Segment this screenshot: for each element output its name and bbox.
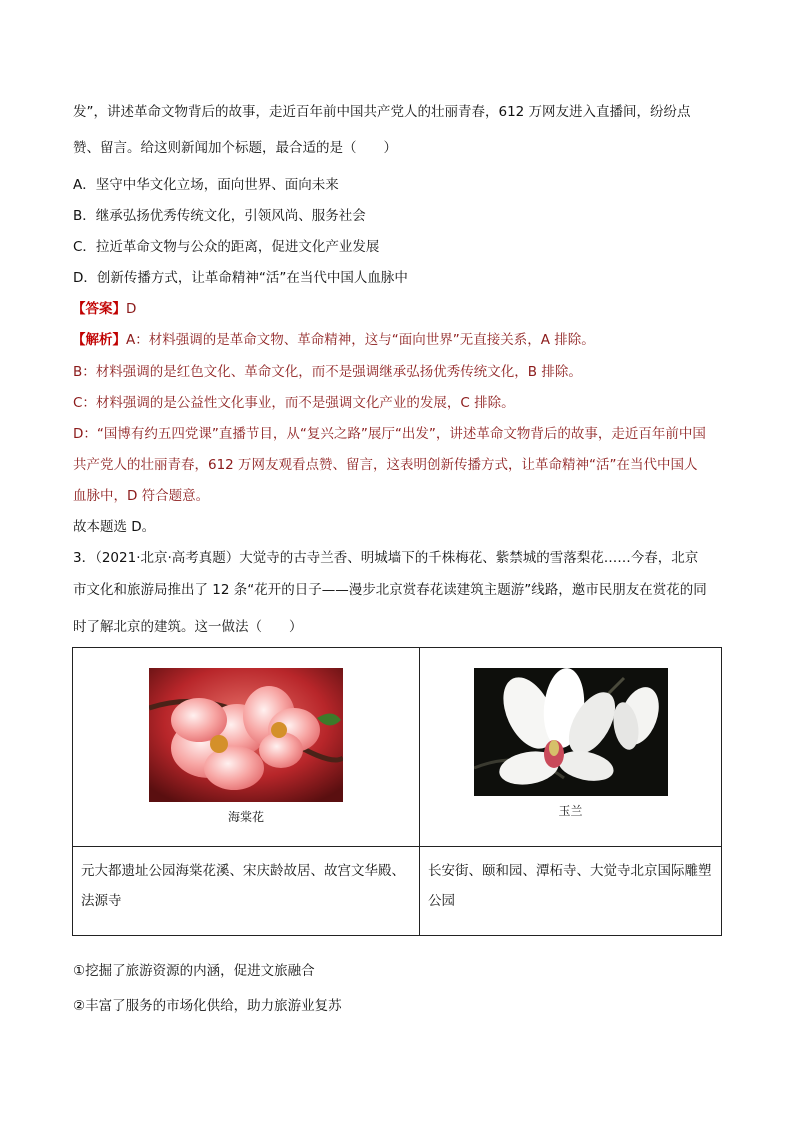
- begonia-photo: [149, 668, 343, 802]
- table-row: [73, 847, 722, 936]
- magnolia-locations: 长安街、颐和园、潭柘寺、大觉寺北京国际雕塑公园: [420, 847, 722, 936]
- option-b: B．继承弘扬优秀传统文化，引领风尚、服务社会: [73, 208, 366, 224]
- magnolia-photo: [474, 668, 668, 796]
- option-c: C．拉近革命文物与公众的距离，促进文化产业发展: [73, 239, 380, 255]
- option-a: A．坚守中华文化立场，面向世界、面向未来: [73, 177, 339, 193]
- statement-2: ②丰富了服务的市场化供给，助力旅游业复苏: [73, 998, 342, 1014]
- answer-value: D: [126, 301, 137, 317]
- question-3-stem-line-1: 3．（2021·北京·高考真题）大觉寺的古寺兰香、明城墙下的千株梅花、紫禁城的雪落梨花……今春，北京: [73, 550, 699, 566]
- question-3-stem-line-2: 市文化和旅游局推出了 12 条“花开的日子——漫步北京赏春花读建筑主题游”线路，邀市民朋友在赏花的同: [73, 582, 707, 598]
- analysis-line-a: [72, 330, 595, 350]
- magnolia-caption: 玉兰: [558, 804, 583, 818]
- magnolia-cell: [420, 648, 722, 847]
- flower-route-table: [72, 647, 722, 936]
- begonia-cell: [73, 648, 420, 847]
- analysis-line-d-1: D：“国博有约五四党课”直播节目，从“复兴之路”展厅“出发”，讲述革命文物背后的故事，走近百年前中国: [73, 426, 706, 442]
- question-2-stem-line-1: 发”，讲述革命文物背后的故事，走近百年前中国共产党人的壮丽青春，612 万网友进入直播间，纷纷点: [73, 104, 691, 120]
- table-row: [73, 648, 722, 847]
- conclusion-line: 故本题选 D。: [73, 519, 156, 535]
- analysis-a-text: A：材料强调的是革命文物、革命精神，这与“面向世界”无直接关系，A 排除。: [126, 332, 595, 348]
- option-d: D．创新传播方式，让革命精神“活”在当代中国人血脉中: [73, 270, 408, 286]
- statement-1: ①挖掘了旅游资源的内涵，促进文旅融合: [73, 963, 315, 979]
- answer-tag: 【答案】: [72, 301, 126, 317]
- begonia-caption: 海棠花: [227, 810, 264, 824]
- analysis-tag: 【解析】: [72, 332, 126, 348]
- analysis-line-b: B：材料强调的是红色文化、革命文化，而不是强调继承弘扬优秀传统文化，B 排除。: [73, 364, 582, 380]
- analysis-line-d-3: 血脉中，D 符合题意。: [73, 488, 210, 504]
- question-2-stem-line-2: 赞、留言。给这则新闻加个标题，最合适的是（ ）: [73, 140, 397, 156]
- analysis-line-d-2: 共产党人的壮丽青春，612 万网友观看点赞、留言，这表明创新传播方式，让革命精神“活”在当代中国人: [73, 457, 698, 473]
- begonia-locations: 元大都遗址公园海棠花溪、宋庆龄故居、故宫文华殿、法源寺: [73, 847, 420, 936]
- question-3-stem-line-3: 时了解北京的建筑。这一做法（ ）: [73, 619, 303, 635]
- answer-line: [72, 299, 136, 319]
- analysis-line-c: C：材料强调的是公益性文化事业，而不是强调文化产业的发展，C 排除。: [73, 395, 515, 411]
